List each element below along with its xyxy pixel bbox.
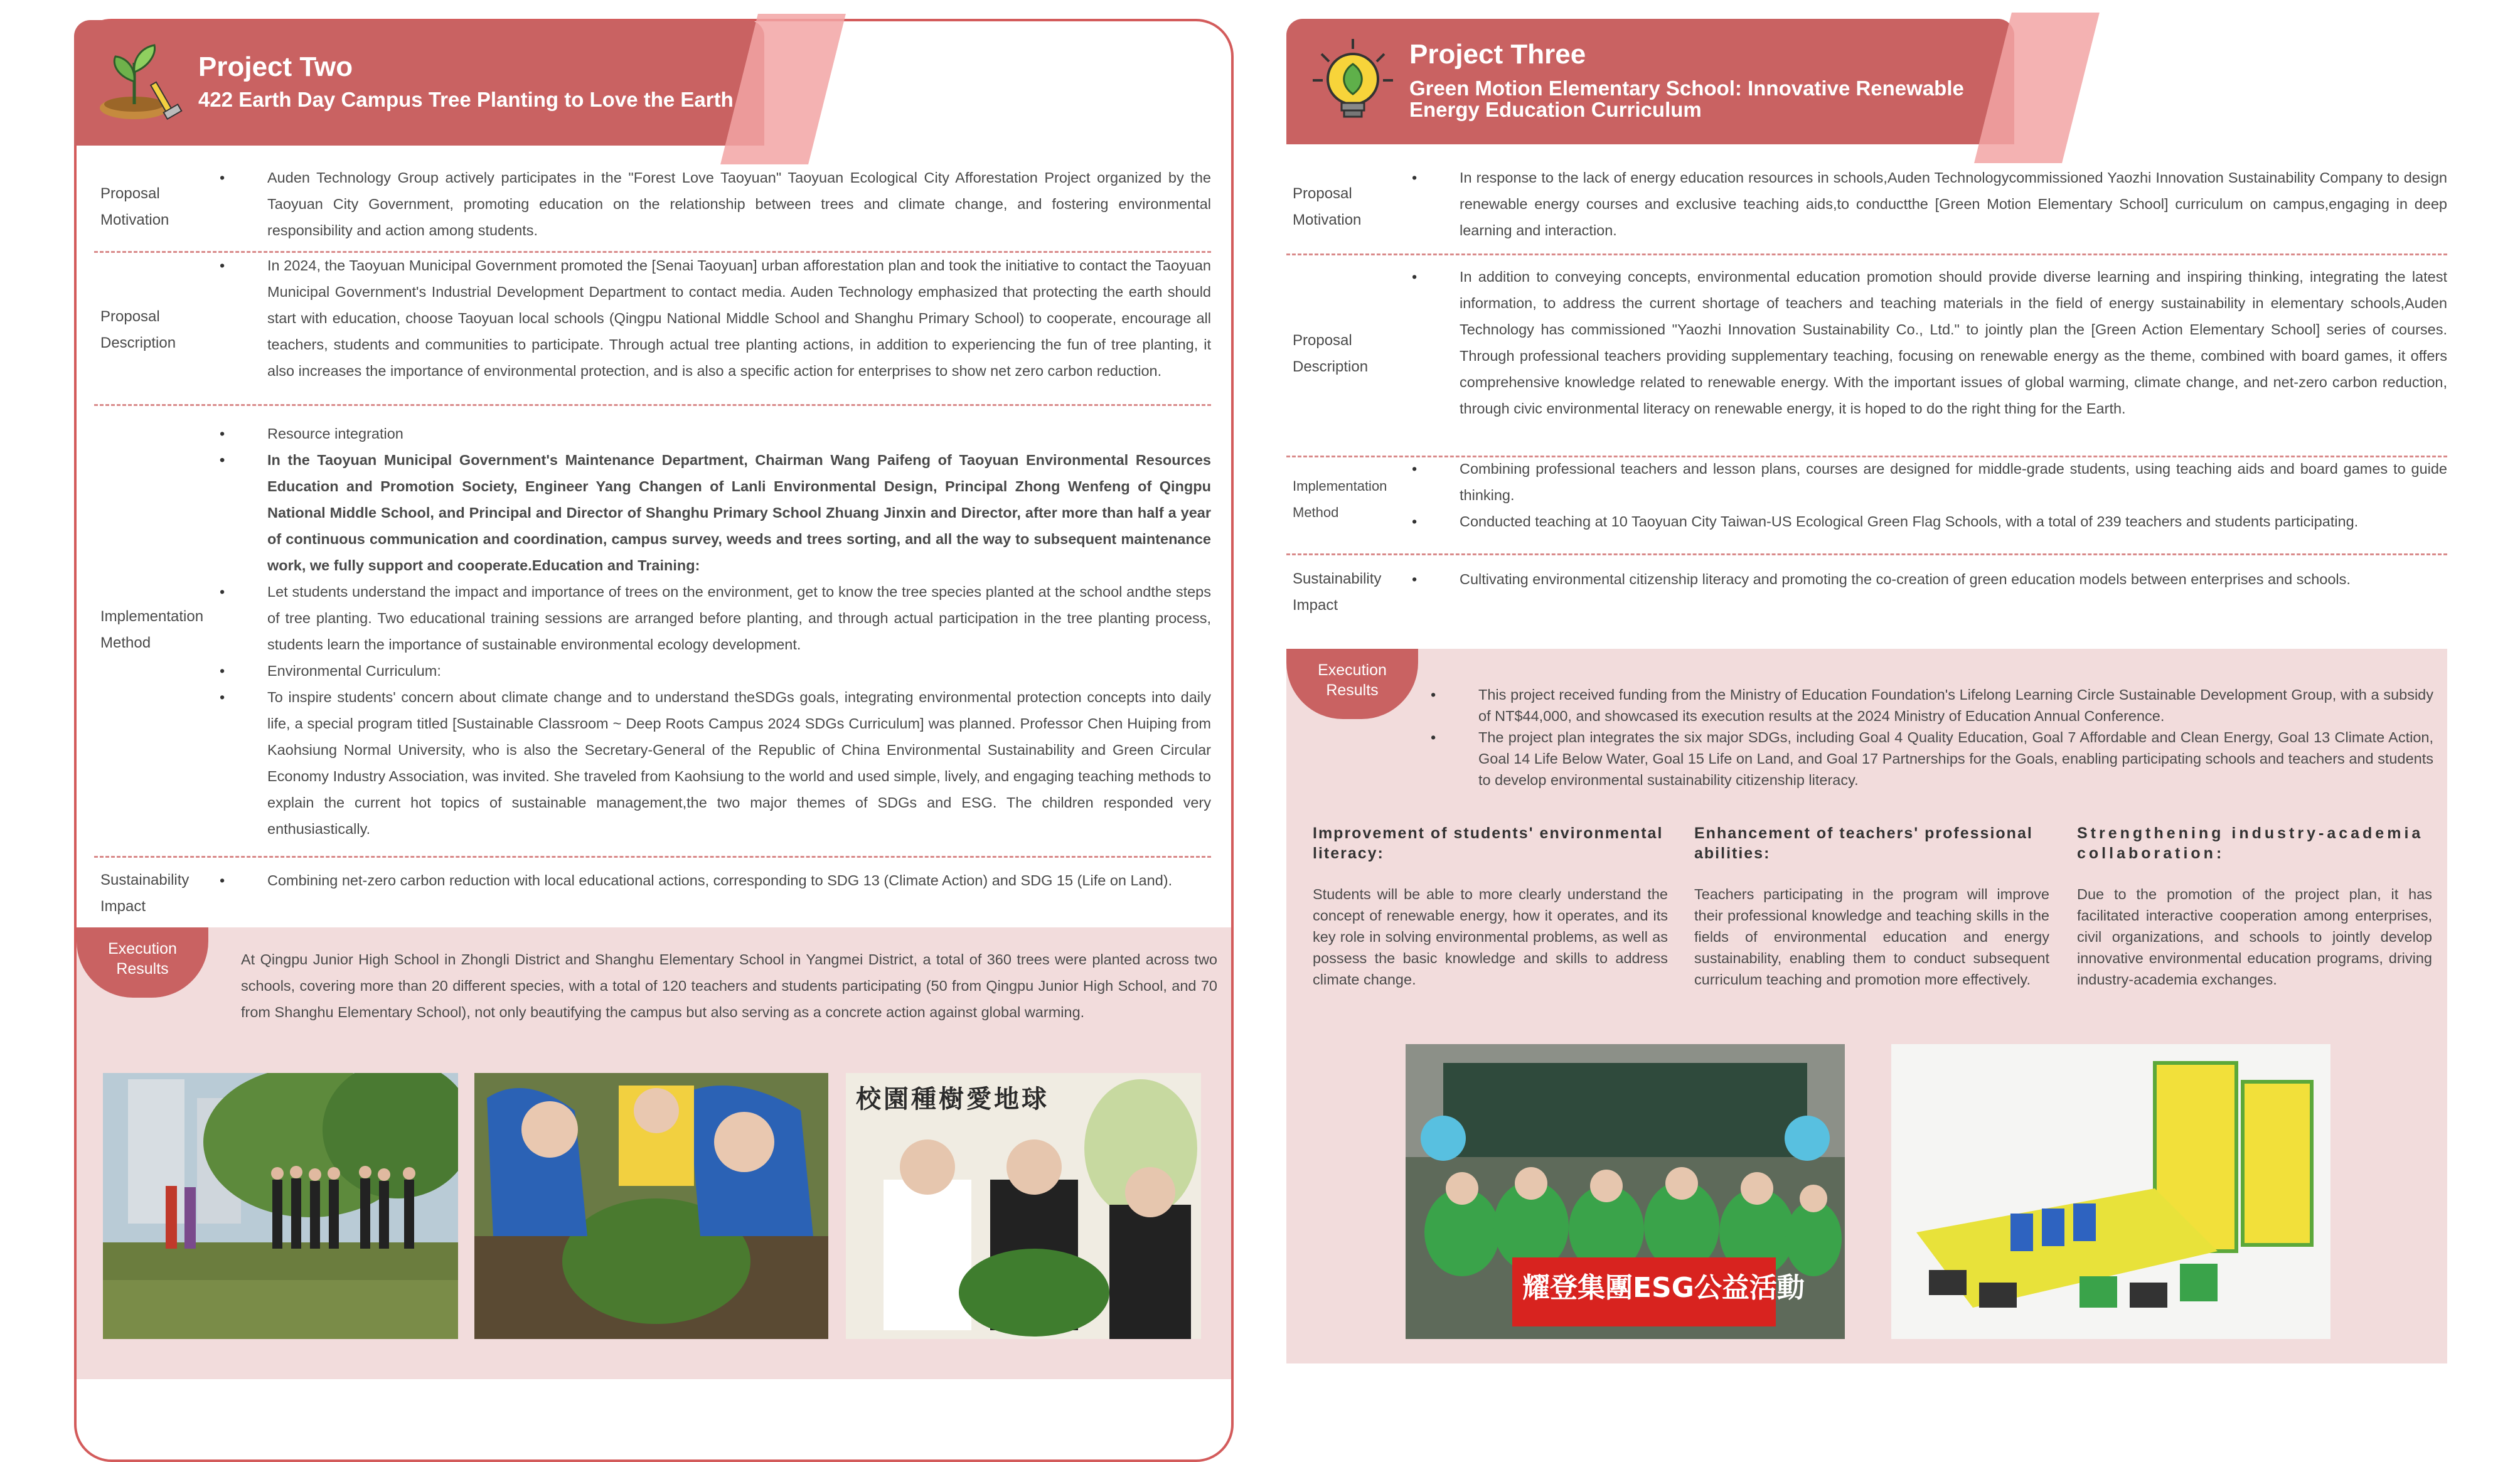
plant-sprout-icon — [97, 38, 184, 125]
bullet-item: • Combining net-zero carbon reduction with local educational actions, corresponding to SDG 13 (Climate Action) and SDG 15 (Life on Land). — [220, 867, 1211, 894]
row-label: Proposal Description — [100, 308, 176, 351]
event-banner-text: 耀登集團ESG公益活動 — [1522, 1272, 1805, 1304]
row-body — [220, 252, 1211, 384]
row-label: Proposal Motivation — [100, 185, 169, 228]
photo-classroom-group — [1406, 1044, 1845, 1339]
row-proposal-description — [1286, 253, 2447, 457]
photo-students-planting — [474, 1073, 828, 1339]
execution-results-list — [1431, 684, 2433, 791]
project-title: Project Two — [198, 51, 353, 82]
row-body — [1412, 264, 2447, 422]
column-heading-industry: Strengthening industry-academia collaboration: — [2077, 824, 2424, 862]
bullet-item: • Resource integration — [220, 420, 1211, 447]
bullet-item: • Cultivating environmental citizenship literacy and promoting the co-creation of green education models between enterprises and schools. — [1412, 566, 2447, 592]
project-two-panel — [74, 0, 1236, 1363]
project-two-header — [74, 20, 764, 146]
row-sustainability-impact — [94, 856, 1211, 925]
execution-results-section — [1286, 649, 2447, 1363]
row-label: Implementation Method — [100, 608, 204, 651]
project-title: Project Three — [1409, 39, 1586, 70]
column-heading-teachers: Enhancement of teachers' professional abilities: — [1694, 824, 2033, 862]
project-three-panel — [1286, 0, 2447, 1363]
execution-results-badge — [77, 927, 208, 998]
project-subtitle: 422 Earth Day Campus Tree Planting to Love the Earth — [198, 88, 734, 111]
campaign-banner-text: 校園種樹愛地球 — [856, 1084, 1049, 1114]
row-label: Sustainability Impact — [100, 872, 190, 915]
bullet-item: • This project received funding from the Ministry of Education Foundation's Lifelong Learning Circle Sustainable Development Group, with a subsidy of NT$44,000, and showcased its execution results at the 2024 Ministry of Education Annual Conference. — [1431, 684, 2433, 727]
row-body — [1412, 164, 2447, 243]
row-label: Proposal Description — [1293, 332, 1369, 375]
badge-line-2: Results — [1326, 681, 1379, 699]
row-implementation-method — [1286, 456, 2447, 555]
bullet-item: • Combining professional teachers and lesson plans, courses are designed for middle-grade students, using teaching aids and board games to guide thinking. — [1412, 456, 2447, 508]
tape-decoration — [1974, 13, 2100, 163]
lightbulb-leaf-icon — [1309, 36, 1397, 124]
badge-line-1: Execution — [1318, 661, 1387, 679]
badge-line-1: Execution — [108, 940, 177, 958]
row-body — [220, 164, 1211, 243]
bullet-item: • Let students understand the impact and importance of trees on the environment, get to know the tree species planted at the school andthe steps of tree planting. Two educational training sessions are arranged before planting, and through actual participation in the tree planting process, students learn the importance of sustainable environmental ecology development. — [220, 579, 1211, 658]
row-proposal-description — [94, 251, 1211, 406]
execution-results-section — [77, 927, 1231, 1379]
row-sustainability-impact — [1286, 553, 2447, 622]
bullet-item: • Conducted teaching at 10 Taoyuan City Taiwan-US Ecological Green Flag Schools, with a total of 239 teachers and students participating. — [1412, 508, 2447, 535]
bullet-item: • Environmental Curriculum: — [220, 658, 1211, 684]
row-proposal-motivation — [94, 164, 1211, 253]
row-body — [220, 420, 1211, 842]
bullet-item: • To inspire students' concern about climate change and to understand theSDGs goals, integrating environmental protection concepts into daily life, a special program titled [Sustainable Classroom ~ Deep Roots Campus 2024 SDGs Curriculum] was planned. Professor Chen Huiping from Kaohsiung Normal University, who is also the Secretary-General of the Republic of China Environmental Sustainability and Green Circular Economy Industry Association, was invited. She traveled from Kaohsiung to the world and used simple, lively, and engaging teaching methods to explain the current hot topics of sustainable management,the two major themes of SDGs and ESG. The children responded very enthusiastically. — [220, 684, 1211, 842]
row-label: Sustainability Impact — [1293, 570, 1382, 614]
bullet-item: • In addition to conveying concepts, environmental education promotion should provide diverse learning and inspiring thinking, integrating the latest information, to address the current shortage of teachers and teaching materials in the field of energy sustainability in elementary schools,Auden Technology has commissioned "Yaozhi Innovation Sustainability Co., Ltd." to jointly plan the [Green Action Elementary School] series of courses. Through professional teachers providing supplementary teaching, focusing on renewable energy as the theme, combined with board games, it offers comprehensive knowledge related to renewable energy. With the important issues of global warming, climate change, and net-zero carbon reduction, through civic environmental literacy on renewable energy, it is hoped to do the right thing for the Earth. — [1412, 264, 2447, 422]
photo-board-game-kit — [1891, 1044, 2330, 1339]
bullet-item: • In the Taoyuan Municipal Government's Maintenance Department, Chairman Wang Paifeng of Taoyuan Environmental Resources Education and Promotion Society, Engineer Yang Changen of Lanli Environmental Design, Principal Zhong Wenfeng of Qingpu National Middle School, and Principal and Director of Shanghu Primary School Zhuang Jinxin and Director, after more than half a year of continuous communication and coordination, campus survey, weeds and trees sorting, and all the way to subsequent maintenance work, we fully support and cooperate.Education and Training: — [220, 447, 1211, 579]
column-body-students: Students will be able to more clearly understand the concept of renewable energy, how it operates, and its key role in solving environmental problems, as well as possess the basic knowledge and skills to address climate change. — [1313, 886, 1668, 988]
photo-tree-planting-group — [103, 1073, 458, 1339]
row-body — [220, 867, 1211, 894]
bullet-item: • The project plan integrates the six major SDGs, including Goal 4 Quality Education, Goal 7 Affordable and Clean Energy, Goal 13 Climate Action, Goal 14 Life Below Water, Goal 15 Life on Land, and Goal 17 Partnerships for the Goals, enabling participating schools and teachers and students to develop environmental sustainability citizenship literacy. — [1431, 727, 2433, 791]
project-subtitle-line-1: Green Motion Elementary School: Innovative Renewable — [1409, 77, 1964, 100]
photo-campaign-event — [846, 1073, 1201, 1339]
row-label: Proposal Motivation — [1293, 185, 1362, 228]
execution-results-badge — [1286, 649, 1418, 719]
execution-results-text: At Qingpu Junior High School in Zhongli District and Shanghu Elementary School in Yangmei District, a total of 360 trees were planted across two schools, covering more than 20 different species, with a total of 120 teachers and students participating (50 from Qingpu Junior High School, and 70 from Shanghu Elementary School), not only beautifying the campus but also serving as a concrete action against global warming. — [241, 951, 1217, 1020]
badge-line-2: Results — [116, 960, 169, 978]
bullet-item: • In response to the lack of energy education resources in schools,Auden Technologycommissioned Yaozhi Innovation Sustainability Company to design renewable energy courses and exclusive teaching aids,to conductthe [Green Motion Elementary School] curriculum on campus,engaging in deep learning and interaction. — [1412, 164, 2447, 243]
project-three-header — [1286, 19, 2014, 144]
row-label: Implementation Method — [1293, 478, 1387, 520]
row-proposal-motivation — [1286, 164, 2447, 255]
column-heading-students: Improvement of students' environmental literacy: — [1313, 824, 1663, 862]
row-implementation-method — [94, 404, 1211, 858]
project-subtitle-line-2: Energy Education Curriculum — [1409, 98, 1702, 121]
bullet-item: • In 2024, the Taoyuan Municipal Government promoted the [Senai Taoyuan] urban afforestation plan and took the initiative to contact the Taoyuan Municipal Government's Industrial Development Department to contact media. Auden Technology emphasized that protecting the earth should start with education, choose Taoyuan local schools (Qingpu National Middle School and Shanghu Primary School) to cooperate, encourage all teachers, students and communities to participate. Through actual tree planting actions, in addition to experiencing the fun of tree planting, it also increases the importance of environmental protection, and is also a specific action for enterprises to show net zero carbon reduction. — [220, 252, 1211, 384]
column-body-industry: Due to the promotion of the project plan, it has facilitated interactive cooperation among enterprises, civil organizations, and schools to jointly develop innovative environmental education programs, driving industry-academia exchanges. — [2077, 886, 2432, 988]
row-body — [1412, 456, 2447, 535]
bullet-item: • Auden Technology Group actively participates in the "Forest Love Taoyuan" Taoyuan Ecological City Afforestation Project organized by the Taoyuan City Government, promoting education on the relationship between trees and climate change, and fostering environmental responsibility and action among students. — [220, 164, 1211, 243]
row-body — [1412, 566, 2447, 592]
column-body-teachers: Teachers participating in the program will improve their professional knowledge and teaching skills in the fields of environmental education and energy sustainability, enabling them to conduct subsequent curriculum teaching and promotion more effectively. — [1694, 886, 2049, 988]
